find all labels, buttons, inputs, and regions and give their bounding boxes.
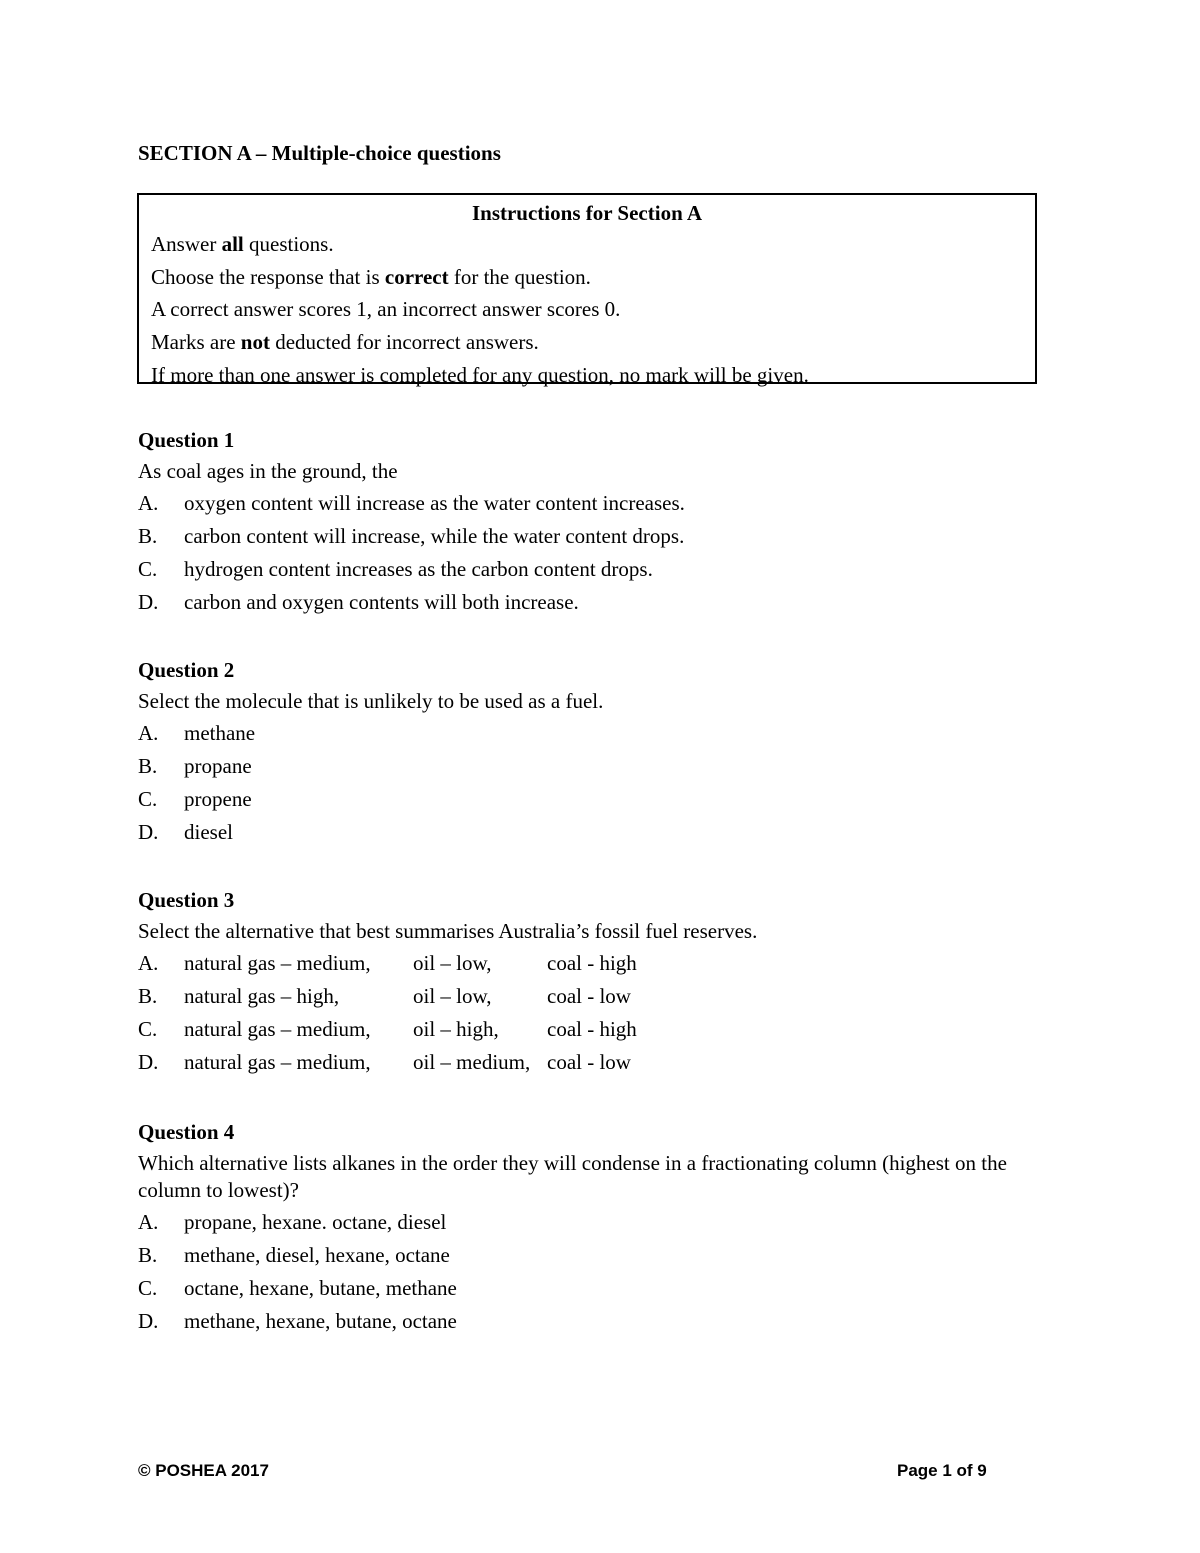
option-b[interactable] [138, 980, 1078, 1013]
question-title: Question 3 [138, 888, 235, 912]
option-b[interactable] [138, 750, 1078, 783]
option-d[interactable] [138, 586, 1078, 619]
option-letter: A. [138, 951, 159, 975]
option-gas: natural gas – medium, [184, 1050, 371, 1074]
option-letter: A. [138, 1210, 159, 1234]
option-a[interactable] [138, 947, 1078, 980]
option-oil: oil – low, [413, 984, 492, 1008]
option-oil: oil – high, [413, 1017, 499, 1041]
question-stem: Which alternative lists alkanes in the order they will condense in a fractionating column (highest on the column to lowest)? [138, 1151, 1007, 1202]
option-letter: A. [138, 491, 159, 515]
option-letter: B. [138, 524, 158, 548]
section-title: SECTION A – Multiple-choice questions [138, 141, 501, 165]
instruction-emphasis: correct [384, 264, 449, 289]
question-stem: Select the alternative that best summarises Australia’s fossil fuel reserves. [138, 919, 758, 943]
option-text: hydrogen content increases as the carbon content drops. [184, 557, 653, 581]
question-3 [138, 885, 1078, 1079]
option-gas: natural gas – medium, [184, 951, 371, 975]
option-a[interactable] [138, 717, 1078, 750]
footer-page-number: Page 1 of 9 [897, 1461, 987, 1480]
instruction-text: questions. [243, 232, 334, 256]
instruction-text: for the question. [448, 264, 591, 289]
option-letter: D. [138, 590, 159, 614]
question-title: Question 1 [138, 428, 235, 452]
footer-copyright: © POSHEA 2017 [138, 1461, 269, 1480]
option-gas: natural gas – high, [184, 984, 340, 1008]
question-stem: Select the molecule that is unlikely to be used as a fuel. [138, 689, 604, 713]
option-letter: D. [138, 820, 159, 844]
option-d[interactable] [138, 1305, 1073, 1338]
instruction-emphasis: all [221, 232, 244, 256]
question-1 [138, 425, 1078, 619]
option-text: propane, hexane. octane, diesel [184, 1210, 447, 1234]
instruction-line [151, 261, 1023, 294]
option-text: oxygen content will increase as the water content increases. [184, 491, 685, 515]
option-letter: B. [138, 1243, 158, 1267]
option-text: diesel [184, 820, 233, 844]
question-title: Question 4 [138, 1120, 235, 1144]
instructions-box [137, 193, 1037, 387]
instruction-line [151, 228, 1023, 261]
option-letter: C. [138, 787, 158, 811]
option-text: octane, hexane, butane, methane [184, 1276, 457, 1300]
instruction-line [151, 326, 1023, 359]
option-letter: B. [138, 754, 158, 778]
option-gas: natural gas – medium, [184, 1017, 371, 1041]
option-oil: oil – low, [413, 951, 492, 975]
question-stem: As coal ages in the ground, the [138, 459, 398, 483]
option-text: carbon and oxygen contents will both increase. [184, 590, 579, 614]
instruction-text: Answer [151, 232, 222, 256]
option-coal: coal - low [547, 1050, 631, 1074]
option-c[interactable] [138, 1013, 1078, 1046]
question-2 [138, 655, 1078, 849]
option-letter: C. [138, 1017, 158, 1041]
option-letter: C. [138, 557, 158, 581]
option-c[interactable] [138, 553, 1078, 586]
option-letter: D. [138, 1309, 159, 1333]
option-c[interactable] [138, 783, 1078, 816]
instruction-emphasis: not [240, 330, 270, 355]
option-letter: D. [138, 1050, 159, 1074]
question-title: Question 2 [138, 658, 235, 682]
option-c[interactable] [138, 1272, 1073, 1305]
question-4 [138, 1117, 1073, 1338]
option-a[interactable] [138, 487, 1078, 520]
option-coal: coal - high [547, 951, 637, 975]
instruction-text: Marks are [151, 330, 241, 355]
option-text: methane, diesel, hexane, octane [184, 1243, 450, 1267]
option-b[interactable] [138, 520, 1078, 553]
instruction-text: deducted for incorrect answers. [269, 330, 539, 355]
option-a[interactable] [138, 1206, 1073, 1239]
option-letter: C. [138, 1276, 158, 1300]
instruction-text: Choose the response that is [151, 264, 385, 289]
option-b[interactable] [138, 1239, 1073, 1272]
option-text: propane [184, 754, 252, 778]
option-coal: coal - low [547, 984, 631, 1008]
option-letter: B. [138, 984, 158, 1008]
option-text: propene [184, 787, 252, 811]
option-coal: coal - high [547, 1017, 637, 1041]
option-text: methane, hexane, butane, octane [184, 1309, 457, 1333]
option-d[interactable] [138, 1046, 1078, 1079]
instruction-line: A correct answer scores 1, an incorrect answer scores 0. [151, 297, 621, 322]
instruction-line: If more than one answer is completed for any question, no mark will be given. [151, 362, 809, 387]
option-d[interactable] [138, 816, 1078, 849]
instructions-title: Instructions for Section A [471, 201, 703, 225]
option-text: carbon content will increase, while the water content drops. [184, 524, 685, 548]
option-oil: oil – medium, [413, 1050, 531, 1074]
option-letter: A. [138, 721, 159, 745]
option-text: methane [184, 721, 256, 745]
